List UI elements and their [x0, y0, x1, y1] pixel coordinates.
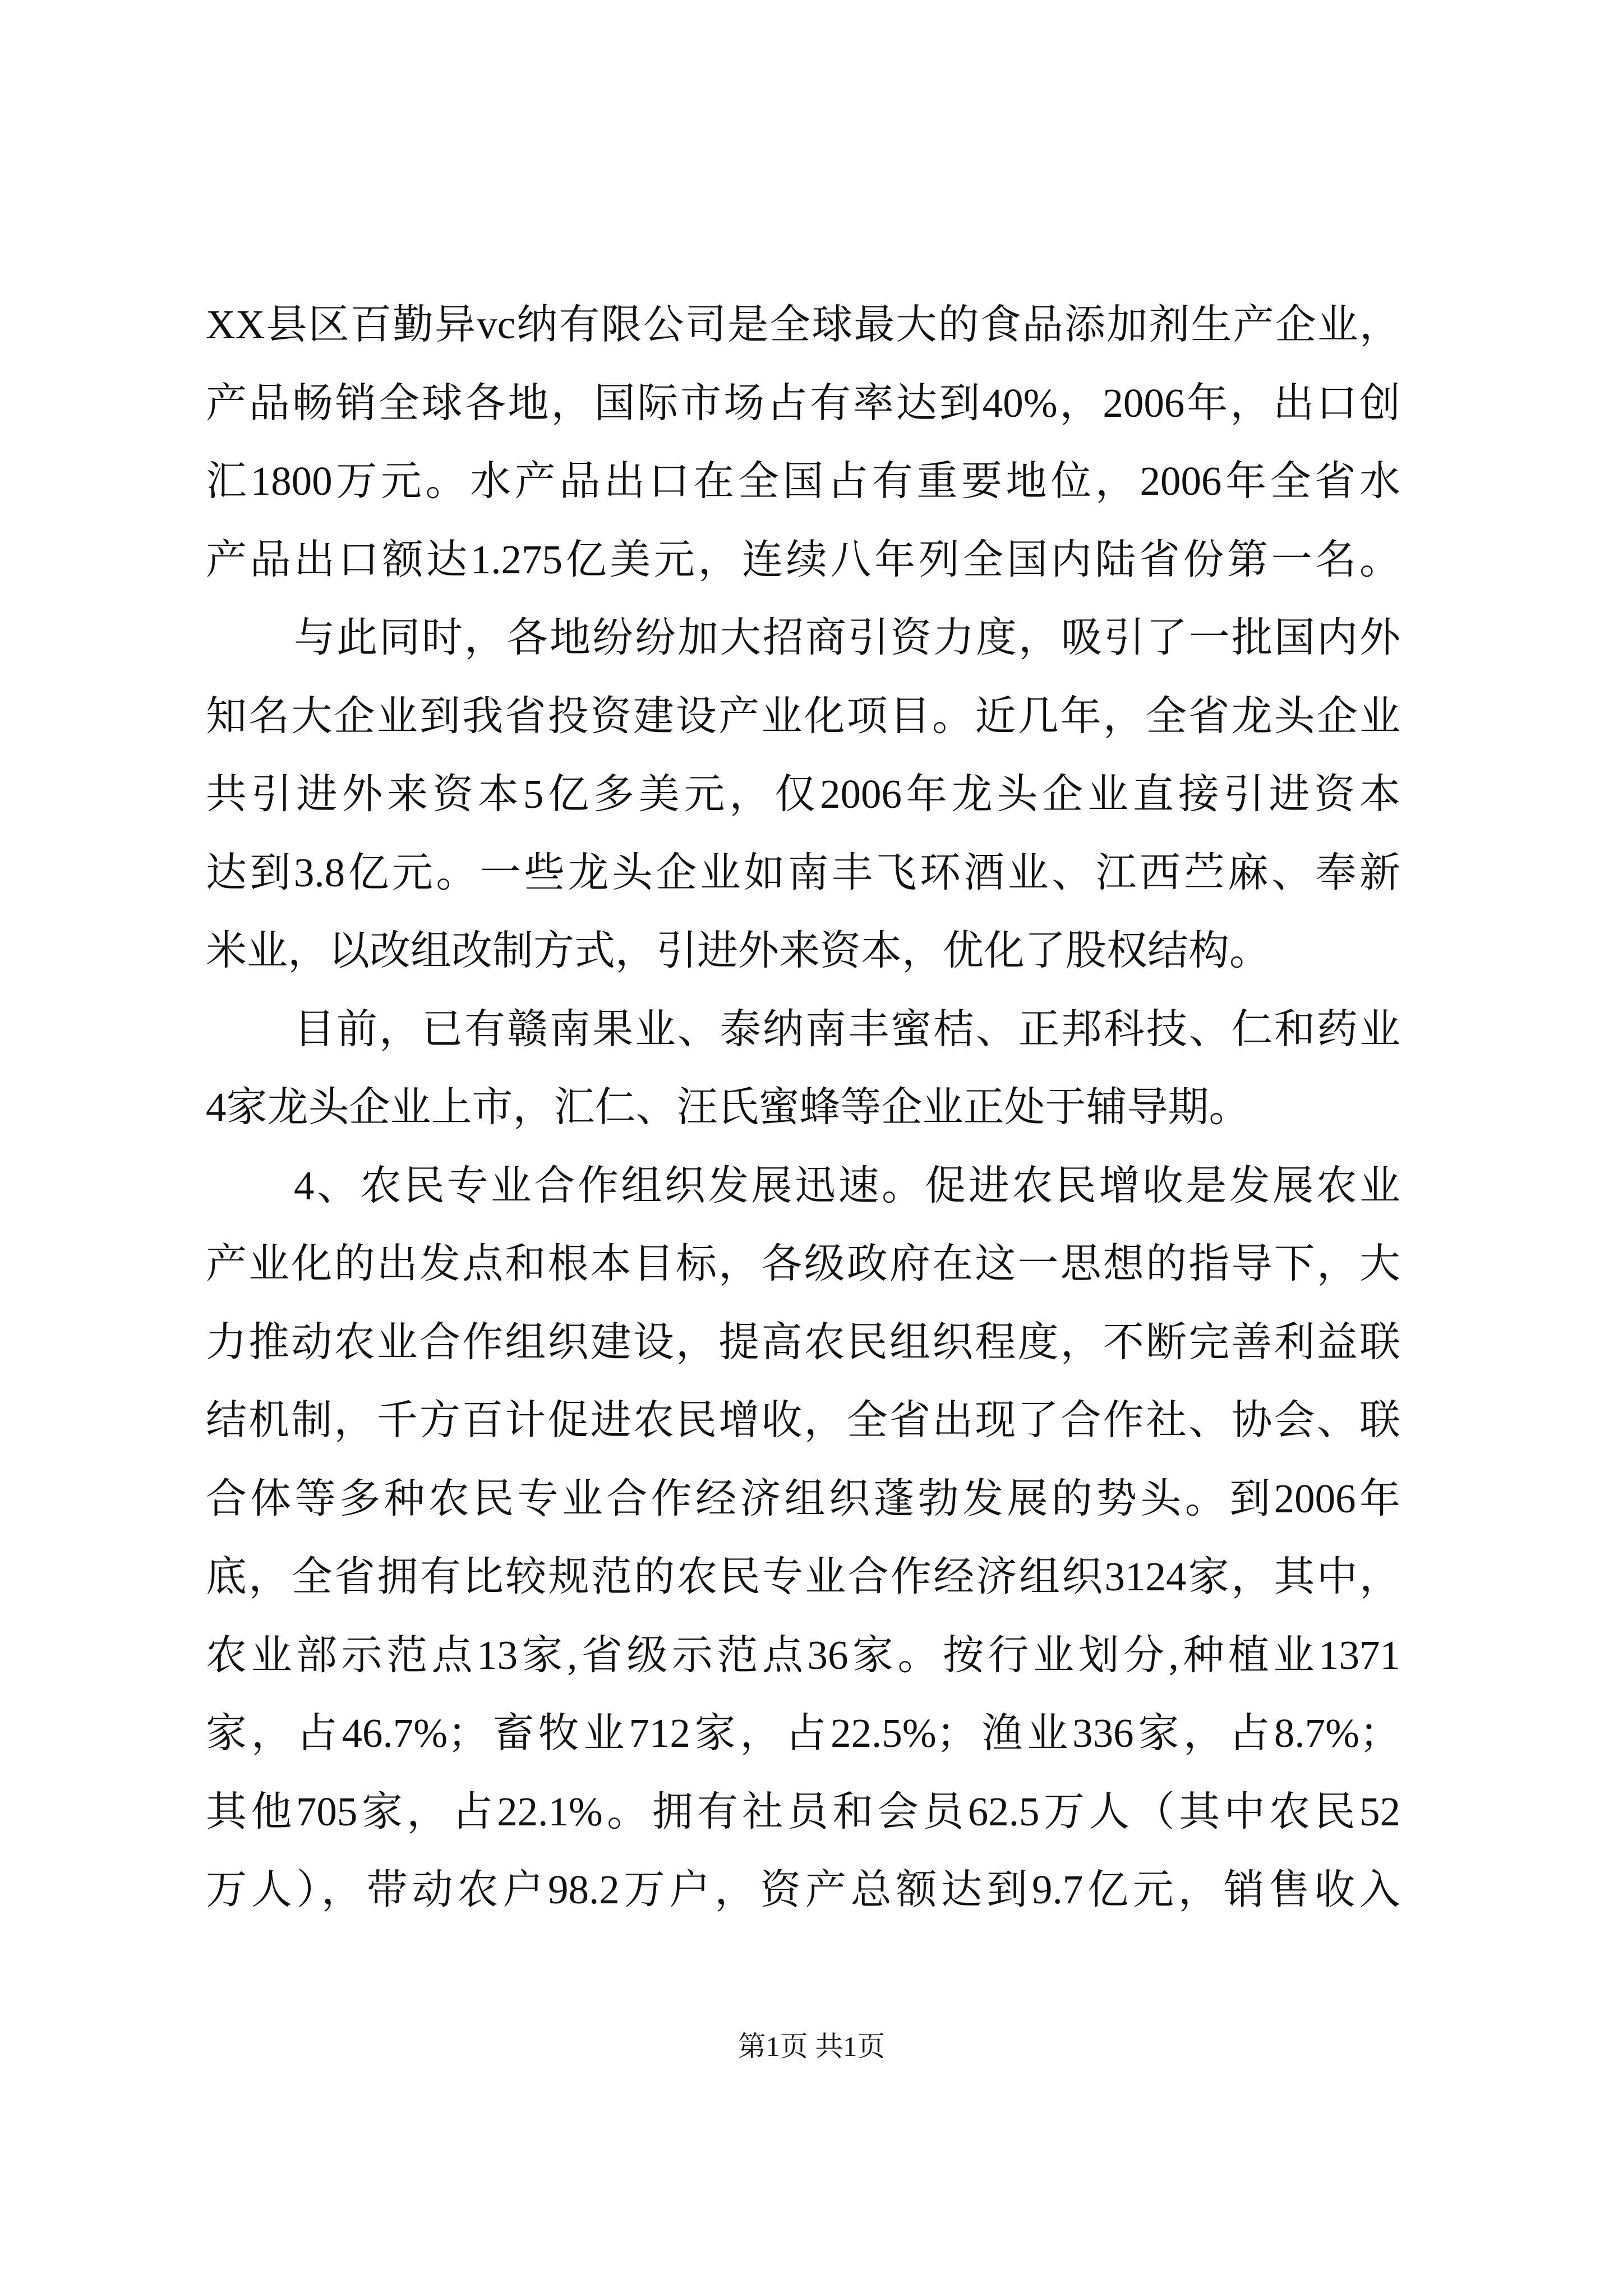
- text-line: 与此同时，各地纷纷加大招商引资力度，吸引了一批国内外: [294, 615, 1400, 660]
- page-number-label: 第1页 共1页: [737, 2031, 886, 2062]
- text-line: 汇1800万元。水产品出口在全国占有重要地位，2006年全省水: [206, 458, 1400, 504]
- text-line: 共引进外来资本5亿多美元，仅2006年龙头企业直接引进资本: [206, 771, 1400, 817]
- text-line: 农业部示范点13家,省级示范点36家。按行业划分,种植业1371: [206, 1632, 1400, 1678]
- text-line: 其他705家，占22.1%。拥有社员和会员62.5万人（其中农民52: [206, 1788, 1400, 1834]
- text-line: 目前，已有赣南果业、泰纳南丰蜜桔、正邦科技、仁和药业: [294, 1006, 1400, 1052]
- text-line: XX县区百勤异vc纳有限公司是全球最大的食品添加剂生产企业，: [206, 302, 1400, 347]
- text-line: 万人），带动农户98.2万户，资产总额达到9.7亿元，销售收入: [206, 1867, 1400, 1912]
- paragraph: [206, 599, 1400, 990]
- text-line: 家，占46.7%；畜牧业712家，占22.5%；渔业336家，占8.7%；: [206, 1710, 1400, 1756]
- document-body: [206, 286, 1400, 1929]
- text-line: 达到3.8亿元。一些龙头企业如南丰飞环酒业、江西苎麻、奉新: [206, 849, 1400, 895]
- text-line: 力推动农业合作组织建设，提高农民组织程度，不断完善利益联: [206, 1319, 1400, 1365]
- text-line: 合体等多种农民专业合作经济组织蓬勃发展的势头。到2006年: [206, 1475, 1400, 1521]
- paragraph: [206, 990, 1400, 1147]
- text-line: 知名大企业到我省投资建设产业化项目。近几年，全省龙头企业: [206, 693, 1400, 739]
- text-line: 4家龙头企业上市，汇仁、汪氏蜜蜂等企业正处于辅导期。: [206, 1084, 1250, 1130]
- text-line: 产品出口额达1.275亿美元，连续八年列全国内陆省份第一名。: [206, 536, 1400, 582]
- text-line: 米业，以改组改制方式，引进外来资本，优化了股权结构。: [206, 928, 1270, 973]
- paragraph: [206, 286, 1400, 599]
- paragraph: [206, 1147, 1400, 1929]
- text-line: 产业化的出发点和根本目标，各级政府在这一思想的指导下，大: [206, 1241, 1400, 1286]
- text-line: 底，全省拥有比较规范的农民专业合作经济组织3124家，其中，: [206, 1554, 1400, 1599]
- text-line: 4、农民专业合作组织发展迅速。促进农民增收是发展农业: [294, 1162, 1400, 1208]
- text-line: 产品畅销全球各地，国际市场占有率达到40%，2006年，出口创: [206, 380, 1400, 426]
- text-line: 结机制，千方百计促进农民增收，全省出现了合作社、协会、联: [206, 1397, 1400, 1443]
- page-footer: [0, 2026, 1623, 2067]
